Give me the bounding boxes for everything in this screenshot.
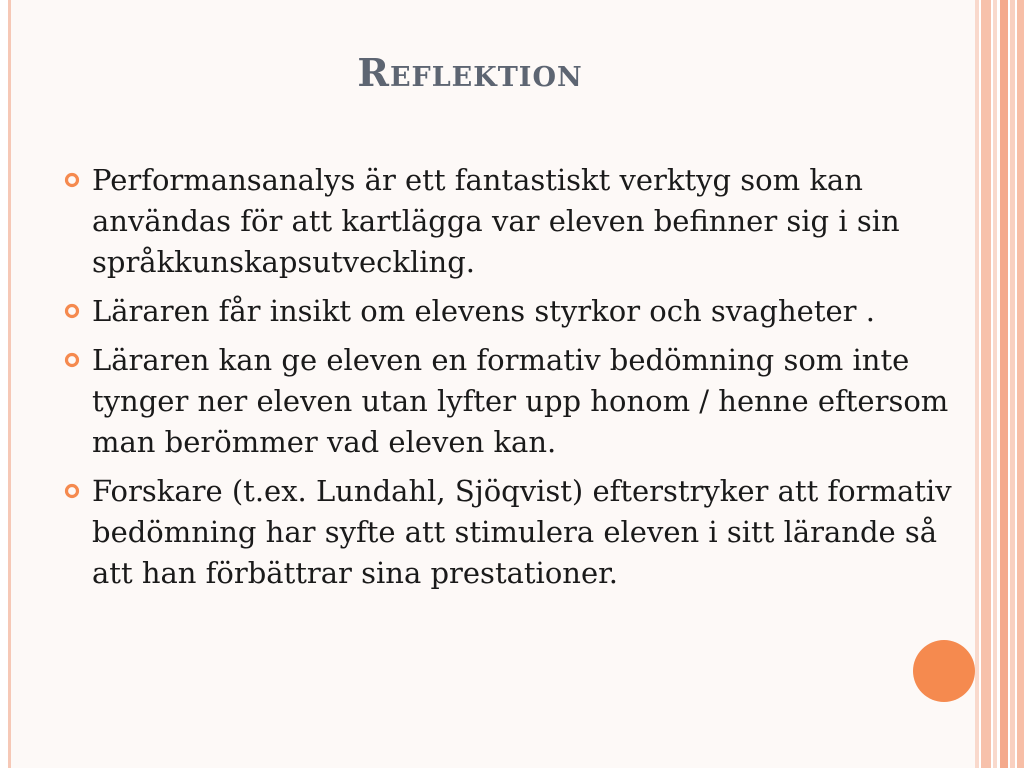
- bullet-text: Performansanalys är ett fantastiskt verktyg som kan användas för att kartlägga var eleven befinner sig i sin språkkunskapsutveckling.: [92, 163, 900, 279]
- bullet-item: [60, 340, 965, 463]
- circle-ring-icon: [64, 172, 80, 188]
- right-stripe: [981, 0, 991, 768]
- bullet-list: [60, 160, 965, 602]
- circle-ring-icon: [64, 352, 80, 368]
- right-stripe: [1017, 0, 1024, 768]
- right-stripe: [1010, 0, 1015, 768]
- bullet-text: Läraren kan ge eleven en formativ bedömning som inte tynger ner eleven utan lyfter upp honom / henne eftersom man berömmer vad eleven kan.: [92, 343, 949, 459]
- circle-ring-icon: [64, 483, 80, 499]
- slide-title: Reflektion: [357, 50, 583, 95]
- right-stripe: [975, 0, 979, 768]
- circle-ring-icon: [64, 303, 80, 319]
- right-stripe: [993, 0, 997, 768]
- bullet-text: Läraren får insikt om elevens styrkor och svagheter .: [92, 294, 875, 328]
- bullet-text: Forskare (t.ex. Lundahl, Sjöqvist) efterstryker att formativ bedömning har syfte att stimulera eleven i sitt lärande så att han förbättrar sina prestationer.: [92, 474, 952, 590]
- bullet-item: [60, 291, 965, 332]
- bullet-item: [60, 471, 965, 594]
- bullet-item: [60, 160, 965, 283]
- decorative-orange-circle: [913, 640, 975, 702]
- right-stripe: [1000, 0, 1008, 768]
